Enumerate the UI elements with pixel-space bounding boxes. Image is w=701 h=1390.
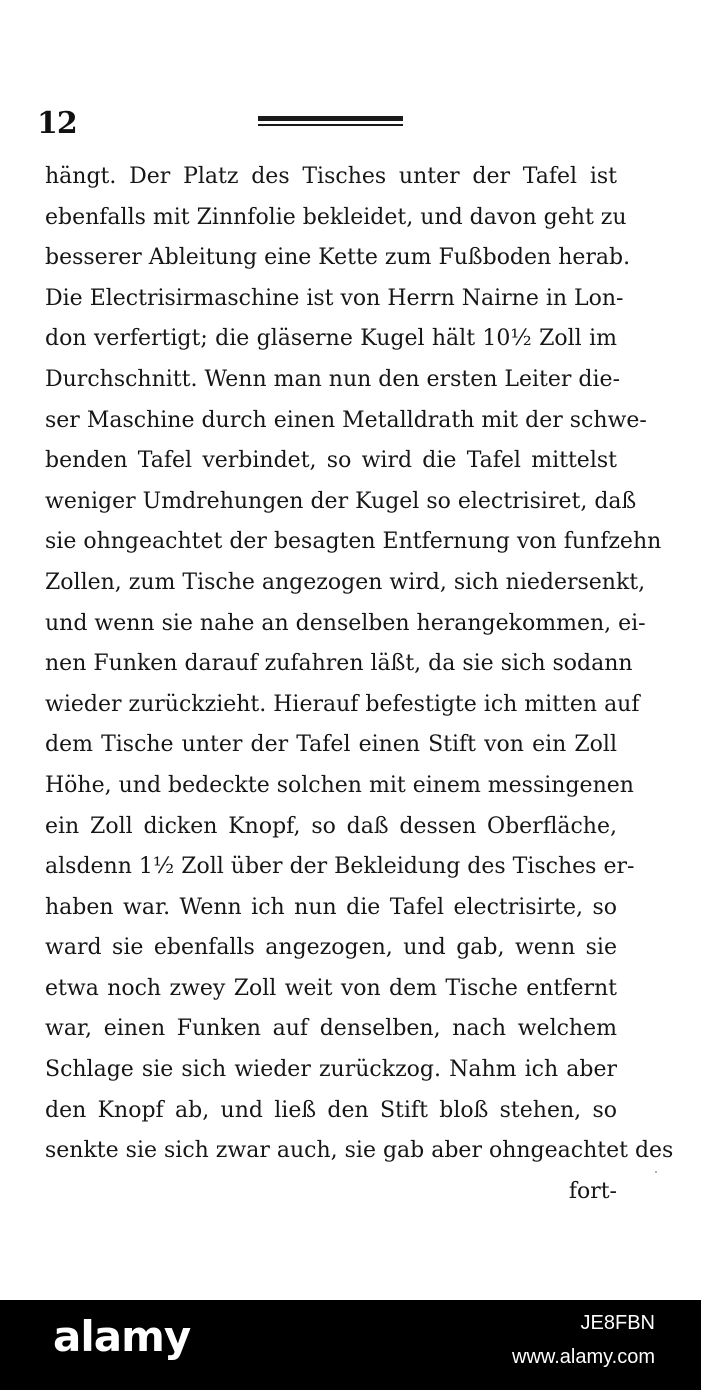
- text-line: ser Maschine durch einen Metalldrath mit der schwe-: [45, 407, 647, 433]
- header-rule-thick: [258, 116, 403, 121]
- catchword: fort-: [568, 1178, 617, 1204]
- text-line: senkte sie sich zwar auch, sie gab aber ohngeachtet des: [45, 1138, 674, 1164]
- watermark-url: www.alamy.com: [512, 1346, 655, 1368]
- text-line: wieder zurückzieht. Hierauf befestigte ich mitten auf: [45, 691, 640, 717]
- text-line: den Knopf ab, und ließ den Stift bloß stehen, so: [45, 1097, 617, 1123]
- text-line: alsdenn 1½ Zoll über der Bekleidung des Tisches er-: [45, 854, 635, 880]
- text-line: etwa noch zwey Zoll weit von dem Tische entfernt: [45, 975, 617, 1001]
- alamy-logo: alamy: [53, 1312, 191, 1361]
- text-line: ein Zoll dicken Knopf, so daß dessen Oberfläche,: [45, 813, 617, 839]
- text-line: hängt. Der Platz des Tisches unter der Tafel ist: [45, 164, 617, 189]
- text-line: war, einen Funken auf denselben, nach welchem: [45, 1016, 617, 1042]
- page-number: 12: [37, 106, 77, 141]
- text-line: Zollen, zum Tische angezogen wird, sich niedersenkt,: [45, 569, 646, 595]
- text-line: benden Tafel verbindet, so wird die Tafel mittelst: [45, 448, 617, 474]
- text-line: haben war. Wenn ich nun die Tafel electrisirte, so: [45, 894, 617, 920]
- text-line: und wenn sie nahe an denselben herangekommen, ei-: [45, 610, 646, 636]
- watermark-bar: [0, 1300, 701, 1390]
- header-rule: [258, 116, 403, 129]
- header-rule-thin: [258, 124, 403, 126]
- text-line: Die Electrisirmaschine ist von Herrn Nairne in Lon-: [45, 285, 624, 311]
- body-text: [45, 157, 674, 1212]
- paper-speck: [655, 1171, 657, 1173]
- text-line: ebenfalls mit Zinnfolie bekleidet, und davon geht zu: [45, 204, 627, 230]
- text-line: besserer Ableitung eine Kette zum Fußboden herab.: [45, 245, 631, 271]
- text-line: sie ohngeachtet der besagten Entfernung von funfzehn: [45, 529, 662, 555]
- text-line: dem Tische unter der Tafel einen Stift von ein Zoll: [45, 732, 617, 758]
- text-line: Durchschnitt. Wenn man nun den ersten Leiter die-: [45, 366, 620, 392]
- text-line: Höhe, und bedeckte solchen mit einem messingenen: [45, 772, 634, 798]
- text-line: weniger Umdrehungen der Kugel so electrisiret, daß: [45, 488, 637, 514]
- text-line: don verfertigt; die gläserne Kugel hält 10½ Zoll im: [45, 326, 617, 352]
- text-line: ward sie ebenfalls angezogen, und gab, wenn sie: [45, 935, 617, 961]
- text-line: Schlage sie sich wieder zurückzog. Nahm ich aber: [45, 1057, 617, 1083]
- image-id: JE8FBN: [580, 1312, 655, 1334]
- text-line: nen Funken darauf zufahren läßt, da sie sich sodann: [45, 651, 633, 677]
